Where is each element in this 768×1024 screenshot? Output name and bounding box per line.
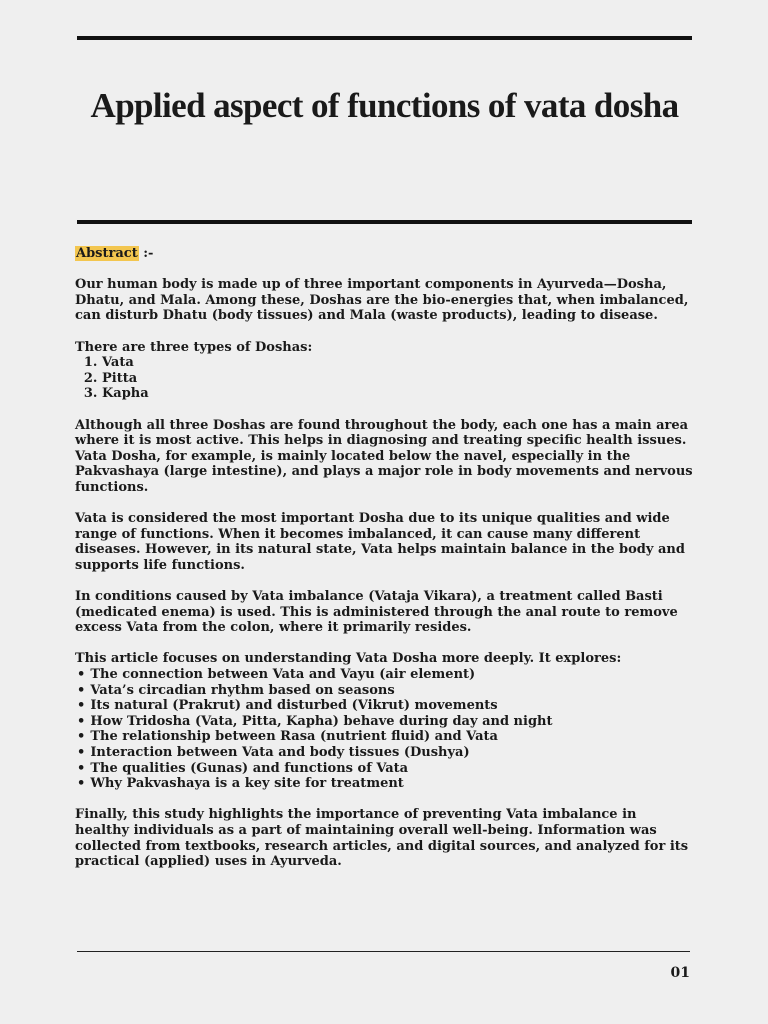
footer-rule bbox=[77, 951, 690, 952]
paragraph-dosha-types-intro: There are three types of Doshas: bbox=[75, 339, 313, 355]
top-rule bbox=[77, 36, 692, 40]
list-item: • Interaction between Vata and body tissues (Dushya) bbox=[75, 745, 695, 761]
list-item: • The qualities (Gunas) and functions of Vata bbox=[75, 761, 695, 777]
topic-list bbox=[75, 667, 695, 792]
paragraph-article-focus: This article focuses on understanding Vata Dosha more deeply. It explores: bbox=[75, 651, 622, 667]
paragraph-basti-treatment: In conditions caused by Vata imbalance (Vataja Vikara), a treatment called Basti (medicated enema) is used. This is administered through the anal route to remove excess Vata from the colon, where it primarily resides. bbox=[75, 589, 678, 636]
paragraph-components: Our human body is made up of three important components in Ayurveda—Dosha, Dhatu, and Mala. Among these, Doshas are the bio-energies that, when imbalanced, can disturb Dhatu (body tissues) and Mala (waste products), leading to disease. bbox=[75, 277, 689, 324]
title-bottom-rule bbox=[77, 220, 692, 224]
list-item: • The relationship between Rasa (nutrient fluid) and Vata bbox=[75, 729, 695, 745]
paragraph-dosha-locations: Although all three Doshas are found throughout the body, each one has a main area where it is most active. This helps in diagnosing and treating specific health issues. Vata Dosha, for example, is mainly located below the navel, especially in the Pakvashaya (large intestine), and plays a major role in body movements and nervous functions. bbox=[75, 417, 693, 495]
list-item: 2. Pitta bbox=[102, 371, 695, 387]
list-item: • Why Pakvashaya is a key site for treatment bbox=[75, 776, 695, 792]
paragraph-conclusion: Finally, this study highlights the importance of preventing Vata imbalance in healthy individuals as a part of maintaining overall well-being. Information was collected from textbooks, research articles, and digital sources, and analyzed for its practical (applied) uses in Ayurveda. bbox=[75, 807, 689, 870]
abstract-label-suffix: :- bbox=[138, 246, 154, 261]
list-item: 3. Kapha bbox=[102, 386, 695, 402]
list-item: • Vata’s circadian rhythm based on seasons bbox=[75, 683, 695, 699]
list-item: • How Tridosha (Vata, Pitta, Kapha) behave during day and night bbox=[75, 714, 695, 730]
page-number: 01 bbox=[670, 965, 690, 981]
abstract-body bbox=[75, 246, 695, 885]
dosha-list bbox=[75, 355, 695, 402]
paragraph-vata-importance: Vata is considered the most important Dosha due to its unique qualities and wide range of functions. When it becomes imbalanced, it can cause many different diseases. However, in its natural state, Vata helps maintain balance in the body and supports life functions. bbox=[75, 511, 685, 573]
list-item: • Its natural (Prakrut) and disturbed (Vikrut) movements bbox=[75, 698, 695, 714]
list-item: • The connection between Vata and Vayu (air element) bbox=[75, 667, 695, 683]
page-title: Applied aspect of functions of vata dosha bbox=[90, 86, 679, 125]
abstract-heading bbox=[75, 246, 695, 262]
abstract-label: Abstract bbox=[76, 246, 138, 261]
list-item: 1. Vata bbox=[102, 355, 695, 371]
